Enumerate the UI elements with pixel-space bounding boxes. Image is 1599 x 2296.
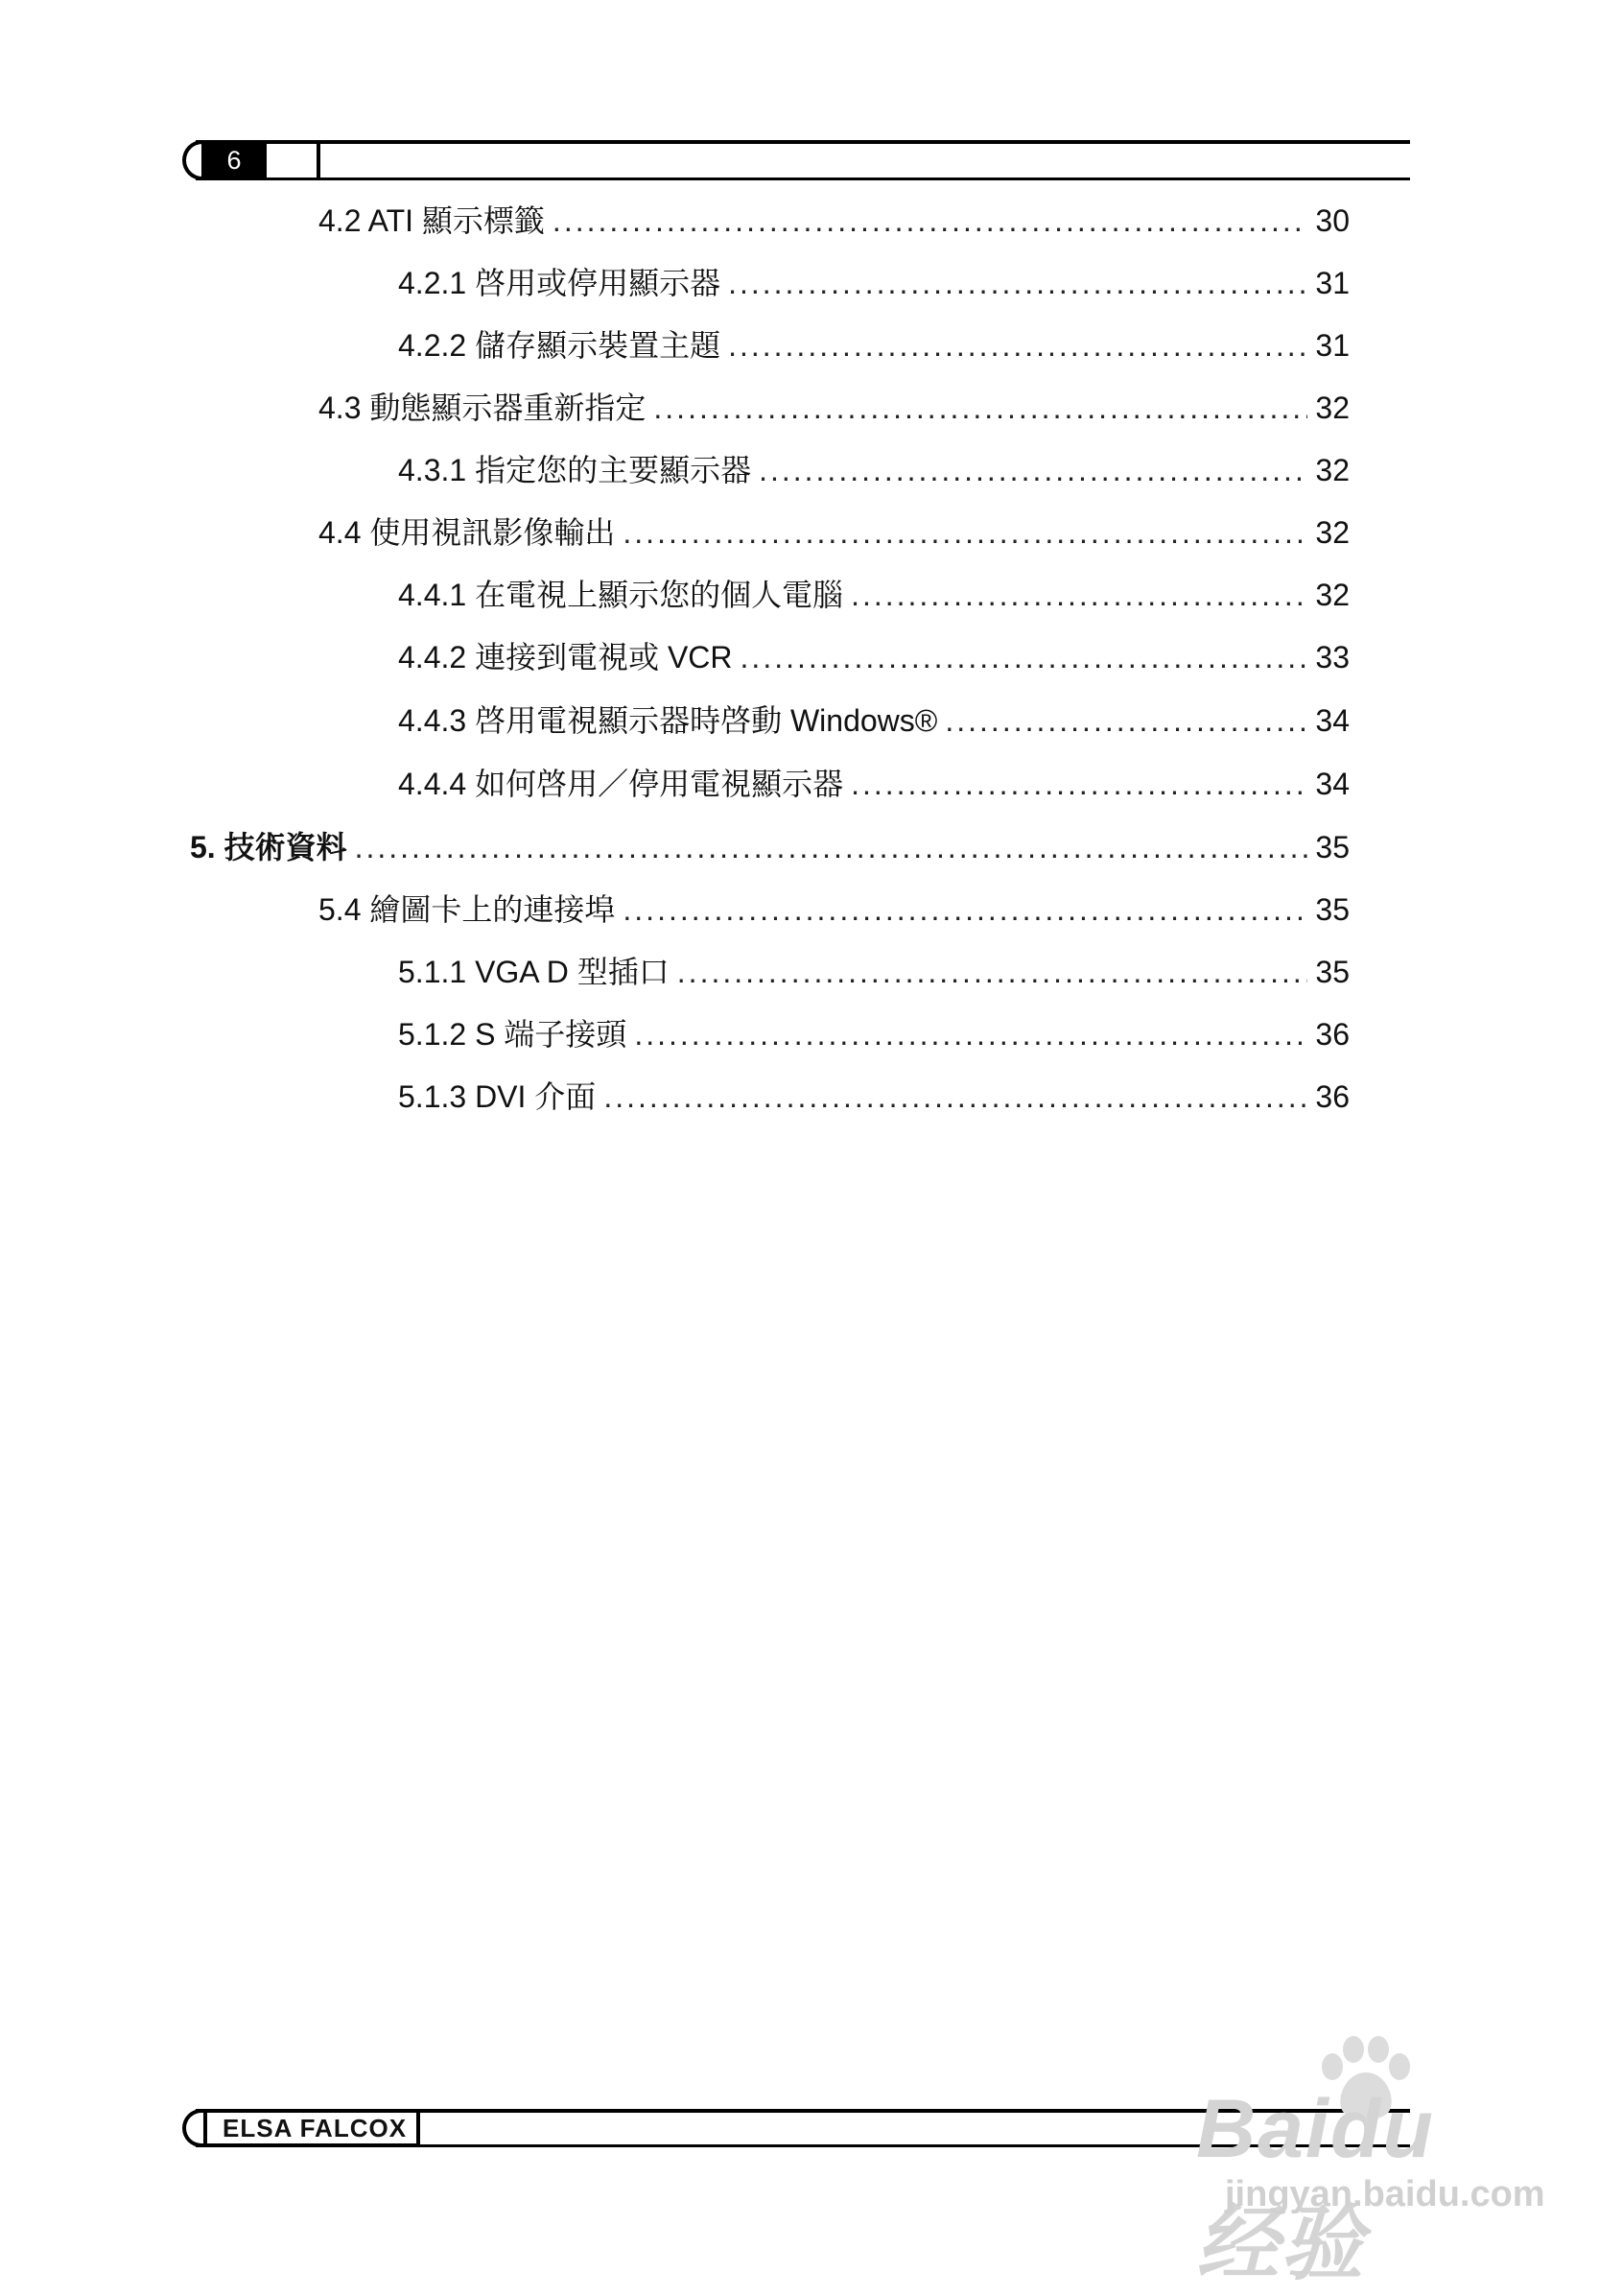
toc-entry-label: 4.3.1 指定您的主要顯示器 (398, 453, 752, 487)
toc-entry-page: 35 (1315, 955, 1350, 989)
toc-entry-page: 33 (1315, 640, 1350, 675)
dot-leader (759, 451, 1307, 489)
watermark-brand: Baidu经验 (1196, 2083, 1435, 2290)
toc-entry-label: 4.3 動態顯示器重新指定 (318, 391, 647, 425)
toc-entry-page: 36 (1315, 1079, 1350, 1114)
dot-leader (603, 1077, 1307, 1116)
toc-entry-label: 5. 技術資料 (190, 830, 347, 864)
toc-entry-page: 35 (1315, 892, 1350, 927)
dot-leader (741, 638, 1308, 676)
toc-entry-page: 34 (1315, 703, 1350, 738)
page-header (182, 140, 1410, 180)
toc-entry-label: 4.2.2 儲存顯示裝置主題 (398, 328, 721, 363)
toc-entry[interactable] (398, 576, 1350, 614)
dot-leader (677, 953, 1308, 991)
toc-entry[interactable] (398, 451, 1350, 489)
toc-entry[interactable] (398, 326, 1350, 365)
footer-product-name: ELSA FALCOX (203, 2109, 420, 2147)
dot-leader (634, 1015, 1307, 1053)
dot-leader (653, 389, 1307, 427)
toc-entry-label: 4.2.1 啓用或停用顯示器 (398, 266, 721, 300)
toc-entry[interactable] (318, 201, 1350, 240)
toc-entry-label: 5.1.3 DVI 介面 (398, 1079, 597, 1114)
toc-entry-page: 35 (1315, 830, 1350, 864)
toc-entry[interactable] (318, 513, 1350, 552)
dot-leader (851, 765, 1307, 803)
watermark-url: jingyan.baidu.com (1225, 2174, 1545, 2214)
header-rule-bottom (196, 178, 1410, 180)
toc-entry[interactable] (398, 765, 1350, 803)
toc-entry[interactable] (398, 701, 1350, 740)
toc-entry[interactable] (318, 389, 1350, 427)
toc-entry[interactable] (398, 264, 1350, 302)
toc-entry-page: 32 (1315, 515, 1350, 550)
dot-leader (945, 701, 1307, 740)
dot-leader (728, 326, 1307, 365)
toc-entry-label: 4.4.4 如何啓用／停用電視顯示器 (398, 767, 844, 801)
toc-entry-label: 4.4 使用視訊影像輸出 (318, 515, 616, 550)
toc-entry-page: 32 (1315, 391, 1350, 425)
toc-entry-page: 36 (1315, 1017, 1350, 1052)
toc-entry-label: 4.4.1 在電視上顯示您的個人電腦 (398, 578, 844, 612)
dot-leader (553, 201, 1307, 240)
toc-entry[interactable] (318, 890, 1350, 929)
page-number: 6 (201, 140, 267, 180)
baidu-watermark (1110, 2034, 1545, 2290)
dot-leader (851, 576, 1307, 614)
footer-end-cap (182, 2109, 205, 2147)
toc-entry-label: 5.1.2 S 端子接頭 (398, 1017, 627, 1052)
toc-entry-page: 31 (1315, 266, 1350, 300)
toc-entry-label: 5.1.1 VGA D 型插口 (398, 955, 670, 989)
dot-leader (355, 828, 1308, 866)
toc-entry-page: 32 (1315, 453, 1350, 487)
dot-leader (728, 264, 1307, 302)
toc-entry[interactable] (398, 953, 1350, 991)
toc-entry-label: 4.2 ATI 顯示標籤 (318, 203, 545, 238)
toc-chapter-entry[interactable] (190, 828, 1350, 866)
toc-entry-page: 30 (1315, 203, 1350, 238)
toc-entry-page: 34 (1315, 767, 1350, 801)
toc-entry[interactable] (398, 1015, 1350, 1053)
toc-entry-page: 31 (1315, 328, 1350, 363)
toc-entry-label: 5.4 繪圖卡上的連接埠 (318, 892, 616, 927)
toc-entry-label: 4.4.3 啓用電視顯示器時啓動 Windows® (398, 703, 938, 738)
header-rule-top (196, 140, 1410, 144)
dot-leader (623, 513, 1307, 552)
toc-entry-page: 32 (1315, 578, 1350, 612)
header-divider (317, 140, 320, 180)
toc-entry[interactable] (398, 638, 1350, 676)
dot-leader (623, 890, 1307, 929)
toc-entry[interactable] (398, 1077, 1350, 1116)
toc-entry-label: 4.4.2 連接到電視或 VCR (398, 640, 733, 675)
